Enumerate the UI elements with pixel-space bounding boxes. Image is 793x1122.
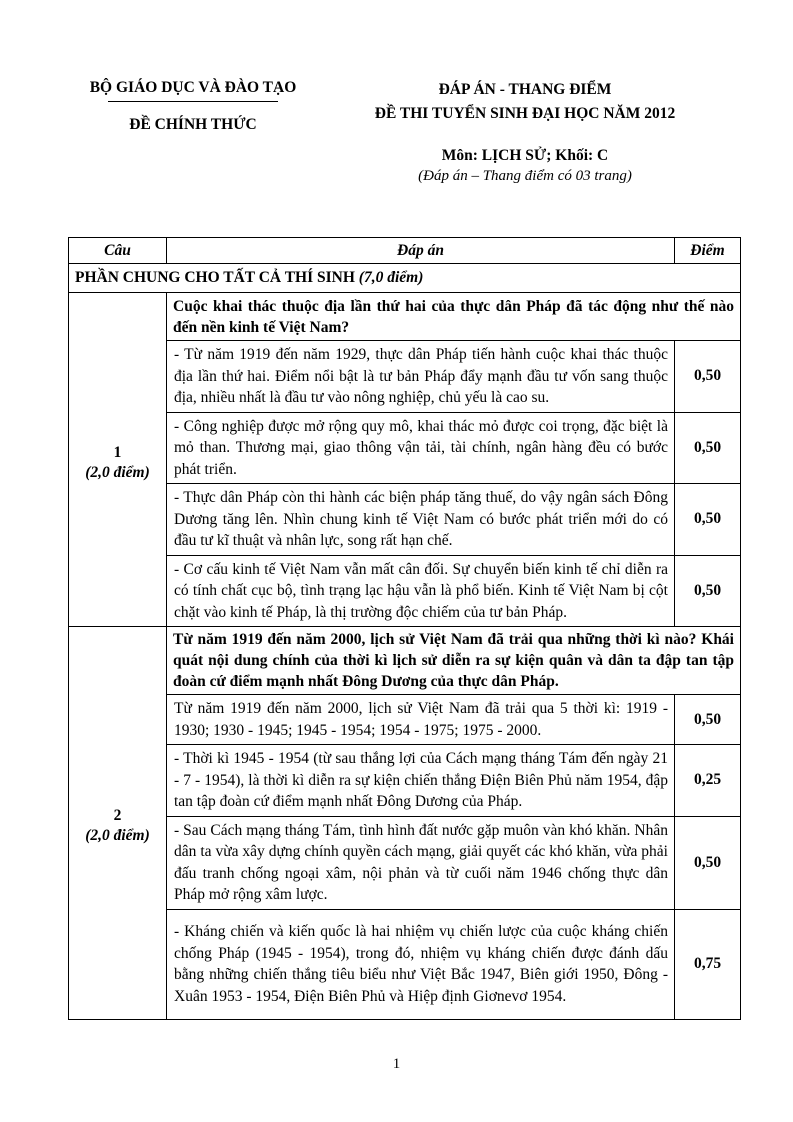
answer-score: 0,50 [675,412,741,484]
answer-row [69,484,741,556]
question-number-cell [69,627,167,1020]
answer-row [69,695,741,745]
answer-score: 0,50 [675,484,741,556]
answer-row [69,745,741,817]
page-count-note: (Đáp án – Thang điểm có 03 trang) [418,168,632,184]
header-left [58,78,328,134]
section-title: PHẦN CHUNG CHO TẤT CẢ THÍ SINH (7,0 điểm) [69,264,741,293]
question-number: 1 [113,444,122,461]
ministry-name: BỘ GIÁO DỤC VÀ ĐÀO TẠO [89,79,297,96]
official-label: ĐỀ CHÍNH THỨC [129,116,257,133]
header-underline [108,101,278,102]
answer-text: - Công nghiệp được mở rộng quy mô, khai thác mỏ được coi trọng, đặc biệt là mỏ than. Thương mại, giao thông vận tải, tài chính, ngân hàng đều có bước phát triển. [167,412,675,484]
answer-text: - Thực dân Pháp còn thi hành các biện pháp tăng thuế, do vậy ngân sách Đông Dương tăng lên. Nhìn chung kinh tế Việt Nam có bước phát triển mới do có đầu tư kĩ thuật và nhân lực, song rất hạn chế. [167,484,675,556]
header-right [340,78,710,186]
doc-subtitle: ĐỀ THI TUYỂN SINH ĐẠI HỌC NĂM 2012 [374,105,676,122]
question-number-cell [69,293,167,627]
answer-score: 0,50 [675,341,741,413]
answer-score: 0,50 [675,695,741,745]
answer-score: 0,25 [675,745,741,817]
table-header-row [69,238,741,264]
question-row [69,627,741,695]
answer-text: - Kháng chiến và kiến quốc là hai nhiệm vụ chiến lược của cuộc kháng chiến chống Pháp (1945 - 1954), trong đó, nhiệm vụ kháng chiến được đánh dấu bằng những chiến thắng tiêu biểu như Việt Bắc 1947, Biên giới 1950, Đông - Xuân 1953 - 1954, Điện Biên Phủ và Hiệp định Giơnevơ 1954. [167,909,675,1019]
doc-title: ĐÁP ÁN - THANG ĐIỂM [438,81,612,98]
answer-text: Từ năm 1919 đến năm 2000, lịch sử Việt Nam đã trải qua 5 thời kì: 1919 - 1930; 1930 - 1945; 1945 - 1954; 1954 - 1975; 1975 - 2000. [167,695,675,745]
answer-row [69,909,741,1019]
col-answer-header: Đáp án [167,238,675,264]
subject-line: Môn: LỊCH SỬ; Khối: C [441,147,609,164]
question-text: Từ năm 1919 đến năm 2000, lịch sử Việt Nam đã trải qua những thời kì nào? Khái quát nội dung chính của thời kì lịch sử diễn ra sự kiện quân và dân ta đập tan tập đoàn cứ điểm mạnh nhất Đông Dương của thực dân Pháp. [167,627,741,695]
answer-score: 0,75 [675,909,741,1019]
question-points: (2,0 điểm) [85,827,150,845]
question-number: 2 [113,807,122,825]
answer-text: - Thời kì 1945 - 1954 (từ sau thắng lợi của Cách mạng tháng Tám đến ngày 21 - 7 - 1954), là thời kì diễn ra sự kiện chiến thắng Điện Biên Phủ năm 1954, đập tan tập đoàn cứ điểm mạnh nhất Đông Dương của Pháp. [167,745,675,817]
question-text: Cuộc khai thác thuộc địa lần thứ hai của thực dân Pháp đã tác động như thế nào đến nền kinh tế Việt Nam? [167,293,741,341]
answer-row [69,412,741,484]
answer-row [69,341,741,413]
answer-row [69,816,741,909]
section-row [69,264,741,293]
answer-text: - Cơ cấu kinh tế Việt Nam vẫn mất cân đối. Sự chuyển biến kinh tế chỉ diễn ra có tính chất cục bộ, tình trạng lạc hậu vẫn là phổ biến. Kinh tế Việt Nam bị cột chặt vào kinh tế Pháp, là thị trường độc chiếm của tư bản Pháp. [167,555,675,627]
question-points: (2,0 điểm) [85,464,150,481]
col-question-header: Câu [69,238,167,264]
answer-row [69,555,741,627]
answer-table [68,237,741,1020]
page-number: 1 [392,1056,401,1072]
answer-text: - Từ năm 1919 đến năm 1929, thực dân Pháp tiến hành cuộc khai thác thuộc địa lần thứ hai. Điểm nổi bật là tư bản Pháp đẩy mạnh đầu tư vốn sang thuộc địa, nhiều nhất là đầu tư vào nông nghiệp, chủ yếu là cao su. [167,341,675,413]
answer-text: - Sau Cách mạng tháng Tám, tình hình đất nước gặp muôn vàn khó khăn. Nhân dân ta vừa xây dựng chính quyền cách mạng, giải quyết các khó khăn, vừa phải đấu tranh chống ngoại xâm, nội phản và từ cuối năm 1946 chống thực dân Pháp mở rộng xâm lược. [167,816,675,909]
question-row [69,293,741,341]
section-points: (7,0 điểm) [358,269,424,286]
answer-score: 0,50 [675,555,741,627]
answer-score: 0,50 [675,816,741,909]
col-score-header: Điểm [675,238,741,264]
